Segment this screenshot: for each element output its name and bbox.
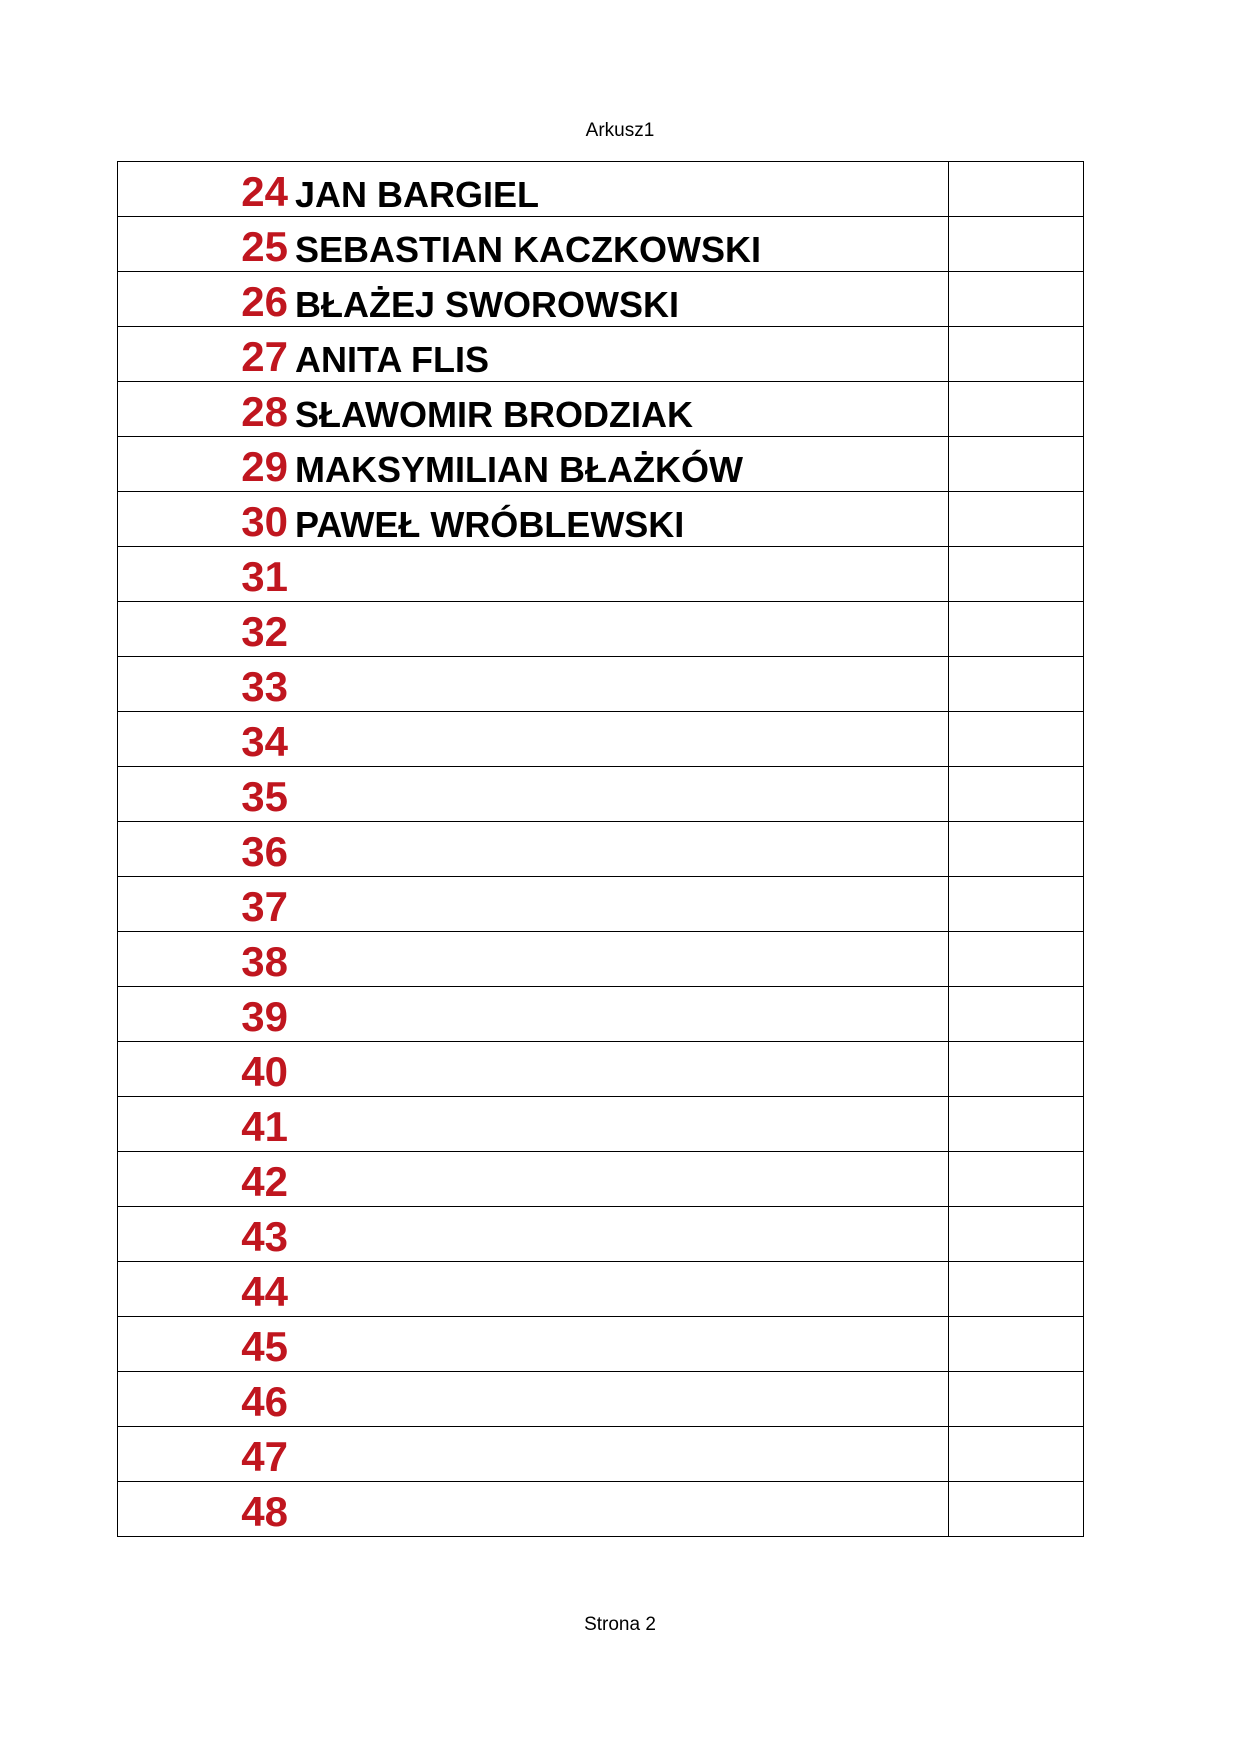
- side-cell: [949, 382, 1084, 437]
- side-cell: [949, 1427, 1084, 1482]
- row-number: 25: [241, 223, 288, 270]
- side-cell: [949, 547, 1084, 602]
- row-number: 28: [241, 388, 288, 435]
- side-cell: [949, 1317, 1084, 1372]
- participants-table: [117, 161, 1084, 1537]
- participant-name: PAWEŁ WRÓBLEWSKI: [295, 504, 685, 545]
- name-cell: [118, 657, 949, 712]
- table-row: [118, 492, 1084, 547]
- row-number: 32: [241, 608, 288, 655]
- table-row: [118, 767, 1084, 822]
- side-cell: [949, 492, 1084, 547]
- table-row: [118, 1482, 1084, 1537]
- name-cell: [118, 1482, 949, 1537]
- table-row: [118, 272, 1084, 327]
- name-cell: [118, 877, 949, 932]
- table-row: [118, 1097, 1084, 1152]
- name-cell: [118, 162, 949, 217]
- name-cell: [118, 1372, 949, 1427]
- table-row: [118, 657, 1084, 712]
- table-row: [118, 987, 1084, 1042]
- table-row: [118, 712, 1084, 767]
- sheet-header: Arkusz1: [585, 120, 655, 141]
- participant-name: SŁAWOMIR BRODZIAK: [295, 394, 693, 435]
- row-number: 37: [241, 883, 288, 930]
- table-row: [118, 162, 1084, 217]
- row-number: 43: [241, 1213, 288, 1260]
- row-number: 45: [241, 1323, 288, 1370]
- name-cell: [118, 602, 949, 657]
- name-cell: [118, 492, 949, 547]
- row-number: 42: [241, 1158, 288, 1205]
- table-row: [118, 1207, 1084, 1262]
- side-cell: [949, 272, 1084, 327]
- side-cell: [949, 327, 1084, 382]
- name-cell: [118, 1317, 949, 1372]
- table-row: [118, 1317, 1084, 1372]
- side-cell: [949, 437, 1084, 492]
- participant-name: MAKSYMILIAN BŁAŻKÓW: [295, 449, 743, 490]
- row-number: 26: [241, 278, 288, 325]
- side-cell: [949, 1372, 1084, 1427]
- row-number: 34: [241, 718, 288, 765]
- table-row: [118, 877, 1084, 932]
- side-cell: [949, 1207, 1084, 1262]
- table-row: [118, 602, 1084, 657]
- side-cell: [949, 217, 1084, 272]
- side-cell: [949, 1482, 1084, 1537]
- participant-name: ANITA FLIS: [295, 339, 489, 380]
- participants-table-body: [118, 162, 1084, 1537]
- row-number: 35: [241, 773, 288, 820]
- participant-name: SEBASTIAN KACZKOWSKI: [295, 229, 761, 270]
- side-cell: [949, 877, 1084, 932]
- name-cell: [118, 822, 949, 877]
- row-number: 24: [241, 168, 288, 215]
- side-cell: [949, 162, 1084, 217]
- row-number: 36: [241, 828, 288, 875]
- side-cell: [949, 987, 1084, 1042]
- row-number: 29: [241, 443, 288, 490]
- name-cell: [118, 1097, 949, 1152]
- table-row: [118, 1152, 1084, 1207]
- table-row: [118, 437, 1084, 492]
- name-cell: [118, 1207, 949, 1262]
- table-row: [118, 1372, 1084, 1427]
- table-row: [118, 822, 1084, 877]
- name-cell: [118, 932, 949, 987]
- table-row: [118, 932, 1084, 987]
- side-cell: [949, 932, 1084, 987]
- name-cell: [118, 327, 949, 382]
- side-cell: [949, 712, 1084, 767]
- name-cell: [118, 712, 949, 767]
- table-row: [118, 1042, 1084, 1097]
- table-row: [118, 547, 1084, 602]
- name-cell: [118, 767, 949, 822]
- table-row: [118, 217, 1084, 272]
- row-number: 39: [241, 993, 288, 1040]
- side-cell: [949, 602, 1084, 657]
- row-number: 33: [241, 663, 288, 710]
- row-number: 38: [241, 938, 288, 985]
- side-cell: [949, 1152, 1084, 1207]
- row-number: 44: [241, 1268, 288, 1315]
- table-row: [118, 1262, 1084, 1317]
- name-cell: [118, 217, 949, 272]
- name-cell: [118, 437, 949, 492]
- participant-name: JAN BARGIEL: [295, 174, 540, 215]
- table-row: [118, 1427, 1084, 1482]
- row-number: 40: [241, 1048, 288, 1095]
- name-cell: [118, 272, 949, 327]
- name-cell: [118, 1152, 949, 1207]
- side-cell: [949, 1042, 1084, 1097]
- name-cell: [118, 1262, 949, 1317]
- side-cell: [949, 1097, 1084, 1152]
- name-cell: [118, 987, 949, 1042]
- row-number: 30: [241, 498, 288, 545]
- side-cell: [949, 822, 1084, 877]
- name-cell: [118, 1427, 949, 1482]
- side-cell: [949, 1262, 1084, 1317]
- participant-name: BŁAŻEJ SWOROWSKI: [295, 284, 679, 325]
- name-cell: [118, 1042, 949, 1097]
- row-number: 47: [241, 1433, 288, 1480]
- side-cell: [949, 657, 1084, 712]
- row-number: 48: [241, 1488, 288, 1535]
- table-row: [118, 327, 1084, 382]
- row-number: 27: [241, 333, 288, 380]
- row-number: 41: [241, 1103, 288, 1150]
- row-number: 31: [241, 553, 288, 600]
- side-cell: [949, 767, 1084, 822]
- page-number-footer: Strona 2: [584, 1614, 656, 1635]
- name-cell: [118, 547, 949, 602]
- name-cell: [118, 382, 949, 437]
- table-row: [118, 382, 1084, 437]
- row-number: 46: [241, 1378, 288, 1425]
